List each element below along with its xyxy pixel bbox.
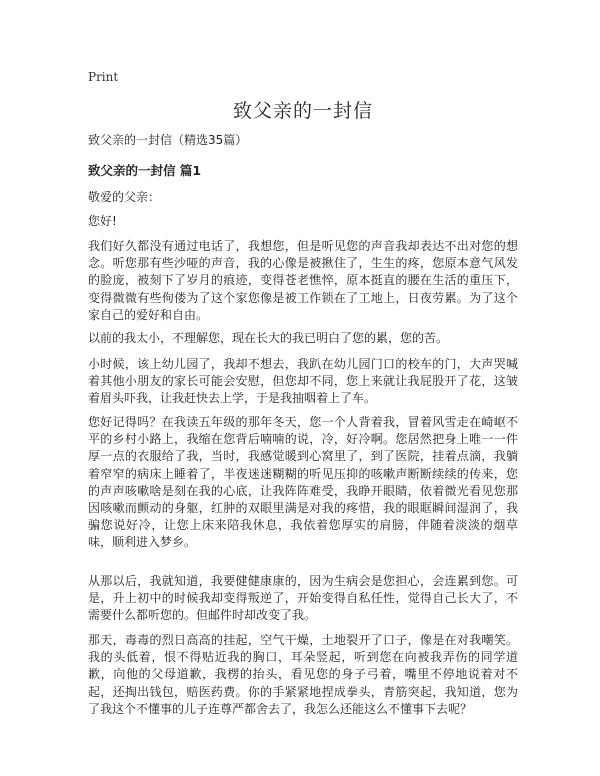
document-title: 致父亲的一封信 <box>232 100 373 122</box>
print-link[interactable]: Print <box>88 70 119 84</box>
section-heading: 致父亲的一封信 篇1 <box>88 163 202 178</box>
paragraph: 从那以后，我就知道，我要健健康康的，因为生病会是您担心，会连累到您。可是，升上初中的时候我却变得叛逆了，开始变得自私任性，觉得自己长大了，不需要什么都听您的。但邮件时却改变了我。 <box>88 574 518 623</box>
paragraph: 小时候，该上幼儿园了，我却不想去，我趴在幼儿园门口的校车的门，大声哭喊着其他小朋友的家长可能会安慰，但您却不同，您上来就让我屁股开了花，这皱着眉头吓我，让我赶快去上学，于是我抽咽着上了车。 <box>88 357 518 406</box>
paragraph: 那天，毒毒的烈日高高的挂起，空气干燥，土地裂开了口子，像是在对我嘲笑。我的头低着，恨不得贴近我的胸口，耳朵竖起，听到您在向被我弄伤的同学道歉，向他的父母道歉，我楞的抬头，看见您的身子弓着，嘴里不停地说着对不起，还掏出钱包，赔医药费。你的手紧紧地捏成拳头，青筋突起，我知道，您为了我这个不懂事的儿子连尊严都舍去了，我怎么还能这么不懂事下去呢？ <box>88 633 518 716</box>
paragraph: 以前的我太小，不理解您，现在长大的我已明白了您的累，您的苦。 <box>88 331 449 345</box>
greeting: 您好! <box>88 214 117 228</box>
paragraph: 您好记得吗？在我读五年级的那年冬天，您一个人背着我，冒着风雪走在崎岖不平的乡村小路上，我缩在您背后喃喃的说，冷，好冷啊。您居然把身上唯一一件厚一点的衣服给了我，当时，我感觉暖到心窝里了，到了医院，挂着点滴，我躺着窄窄的病床上睡着了，半夜迷迷糊糊的听见压抑的咳嗽声断断续续的传来，您的声声咳嗽啥是刻在我的心底，让我阵阵难受，我睁开眼睛，依着微光看见您那因咳嗽而颤动的身躯，红肿的双眼里满是对我的疼惜，我的眼眶瞬间湿润了，我骗您说好冷，让您上床来陪我休息，我依着您厚实的肩膀，伴随着淡淡的烟草味，顺利进入梦乡。 <box>88 415 518 550</box>
salutation: 敬爱的父亲： <box>88 190 161 204</box>
document-subtitle: 致父亲的一封信（精选35篇） <box>88 133 248 147</box>
paragraph: 我们好久都没有通过电话了，我想您，但是听见您的声音我却表达不出对您的想念。听您那有些沙哑的声音，我的心像是被揪住了，生生的疼，您原本意气风发的脸庞，被刻下了岁月的痕迹，变得苍老憔悴，原本挺直的腰在生活的重压下，变得微微有些佝偻为了这个家您像是被工作锁在了工地上，日夜劳累。为了这个家自己的爱好和自由。 <box>88 239 518 322</box>
